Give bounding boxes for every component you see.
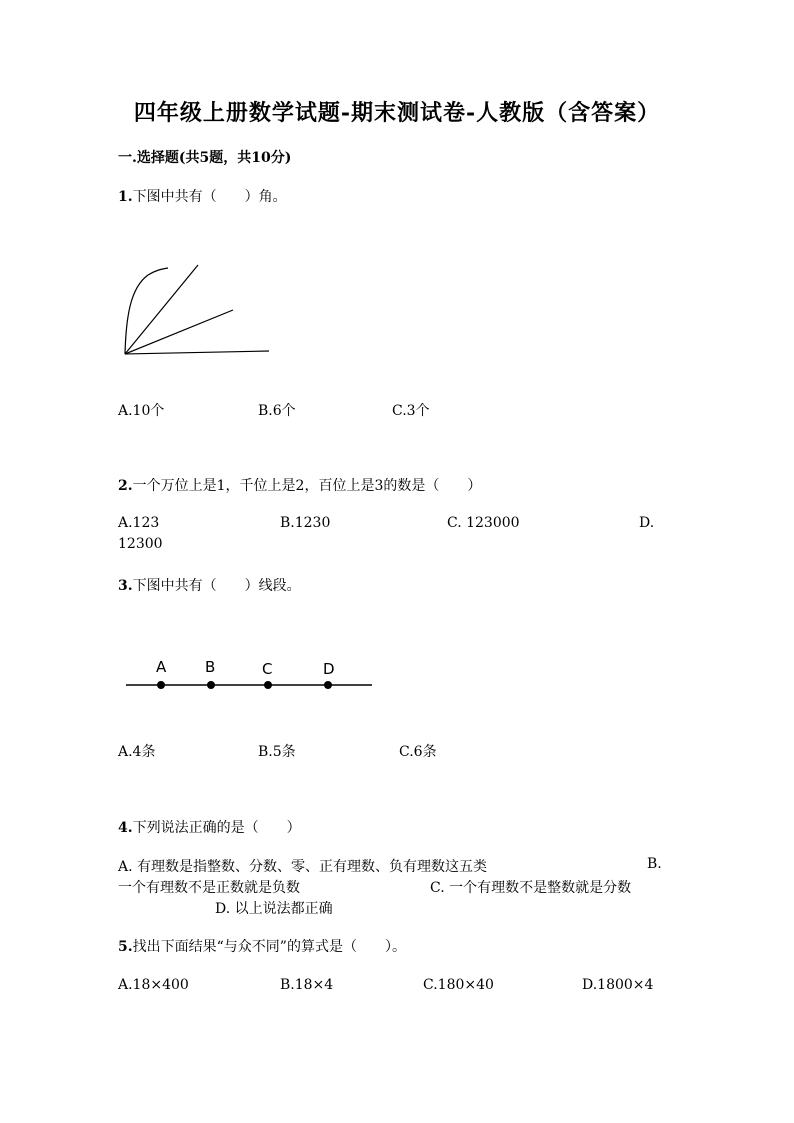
segment-figure	[120, 650, 380, 700]
point-b	[207, 681, 215, 689]
question-1	[118, 186, 287, 206]
label-a: A	[156, 658, 167, 676]
option-a: A.4条	[118, 744, 156, 760]
question-number: 2.	[118, 478, 133, 494]
option-b: B.1230	[280, 515, 331, 531]
angle-ray-2	[125, 310, 233, 354]
page-title: 四年级上册数学试题-期末测试卷-人教版（含答案）	[133, 100, 661, 126]
option-b: B.6个	[258, 403, 296, 419]
question-number: 5.	[118, 939, 133, 955]
point-a	[157, 681, 165, 689]
option-a: A. 有理数是指整数、分数、零、正有理数、负有理数这五类	[118, 859, 488, 875]
option-b: B.	[647, 856, 662, 872]
angle-figure	[118, 258, 278, 360]
section-heading: 一.选择题(共5题，共10分)	[118, 150, 292, 166]
option-c: C.6条	[399, 744, 437, 760]
option-c: C. 123000	[447, 515, 520, 531]
question-text: 找出下面结果“与众不同”的算式是（ ）。	[132, 939, 406, 955]
option-d: D. 以上说法都正确	[215, 901, 333, 917]
option-a: A.123	[118, 515, 160, 531]
option-d-value: 12300	[118, 536, 163, 552]
option-c: C. 一个有理数不是整数就是分数	[430, 880, 632, 896]
option-a: A.18×400	[118, 977, 189, 993]
option-a: A.10个	[118, 403, 165, 419]
question-2	[118, 475, 481, 495]
option-c: C.180×40	[423, 977, 494, 993]
option-d: D.	[639, 515, 655, 531]
question-text: 下图中共有（ ）角。	[132, 189, 287, 205]
question-4	[118, 817, 301, 837]
option-b: B.18×4	[280, 977, 334, 993]
option-b: B.5条	[258, 744, 296, 760]
angle-curve-ray	[125, 268, 168, 354]
question-text: 一个万位上是1，千位上是2，百位上是3的数是（ ）	[132, 478, 482, 494]
question-3	[118, 575, 301, 595]
question-text: 下图中共有（ ）线段。	[132, 578, 301, 594]
question-number: 1.	[118, 189, 133, 205]
question-number: 4.	[118, 820, 133, 836]
angle-ray-1	[125, 265, 198, 354]
option-d: D.1800×4	[582, 977, 654, 993]
question-text: 下列说法正确的是（ ）	[132, 820, 301, 836]
label-c: C	[262, 660, 273, 678]
label-b: B	[205, 658, 216, 676]
question-5	[118, 936, 406, 956]
point-c	[264, 681, 272, 689]
angle-ray-3	[125, 351, 269, 354]
label-d: D	[323, 660, 335, 678]
option-c: C.3个	[392, 403, 430, 419]
option-b-text: 一个有理数不是正数就是负数	[118, 880, 300, 896]
question-number: 3.	[118, 578, 133, 594]
point-d	[324, 681, 332, 689]
